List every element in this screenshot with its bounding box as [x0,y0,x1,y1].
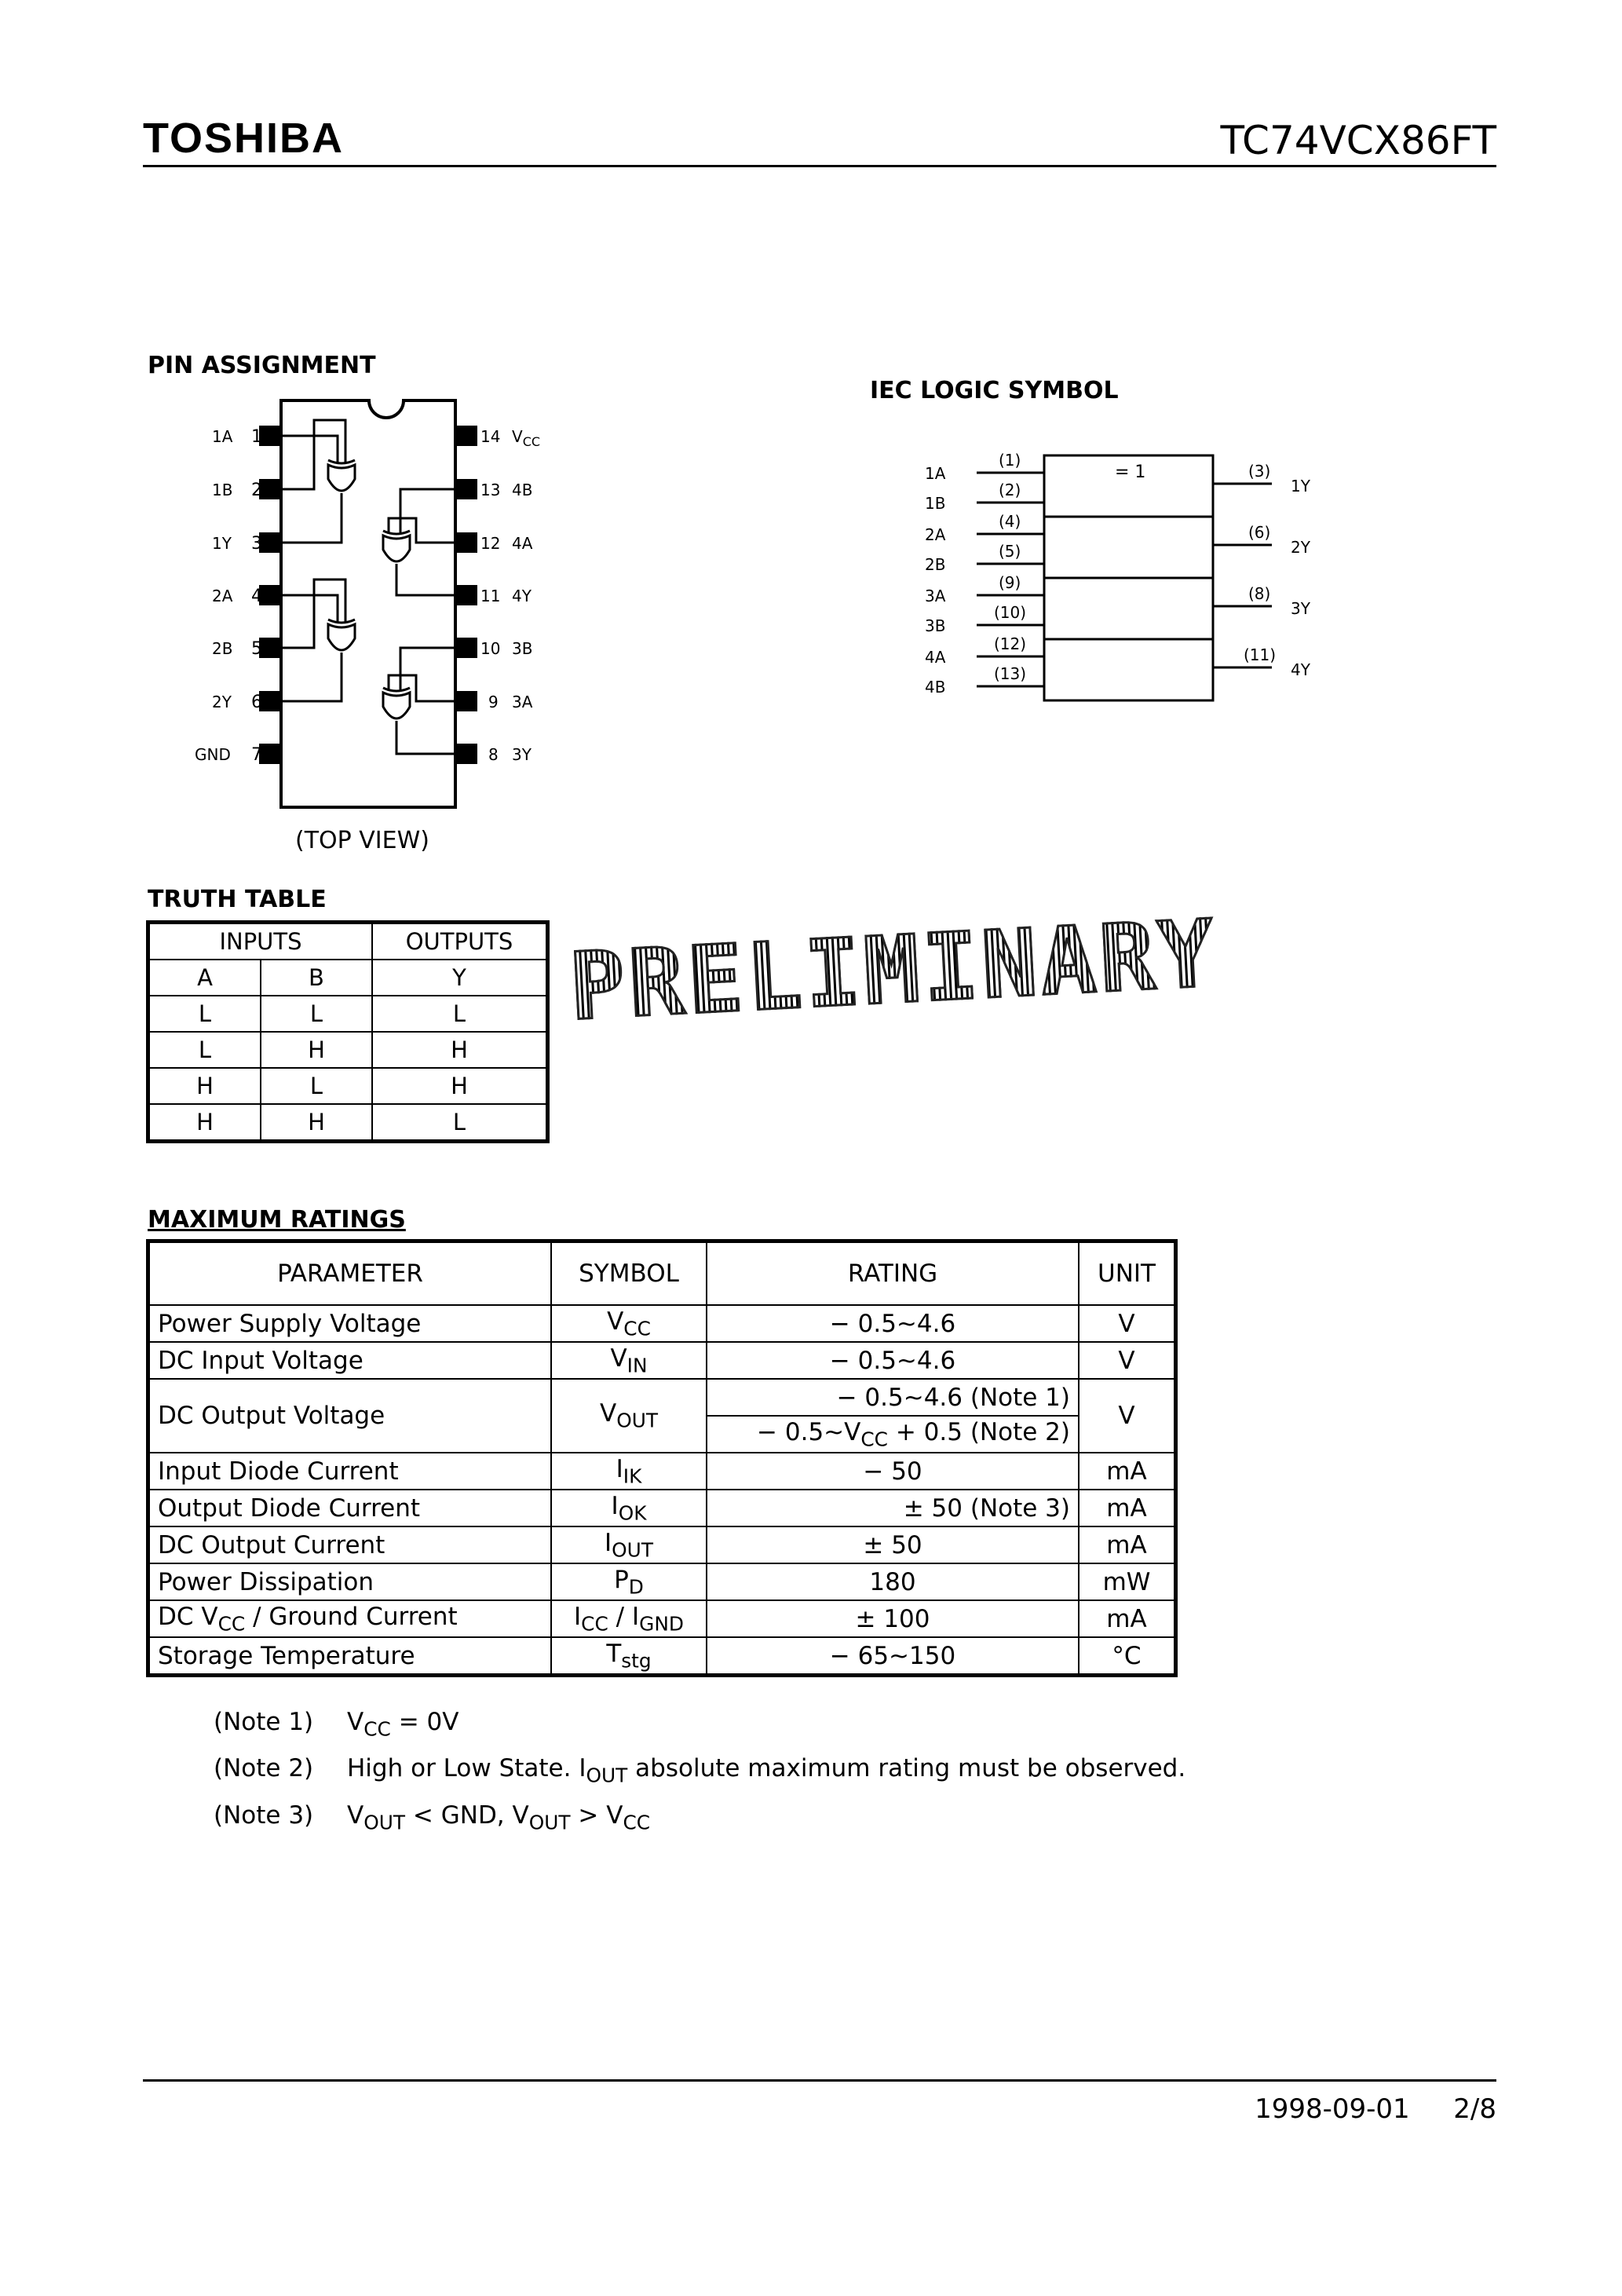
pin-label-vcc: $V_{CC}$ [512,427,541,449]
pin-num-9: 9 [488,693,499,711]
col-rating: RATING [707,1241,1079,1306]
max-ratings-title: MAXIMUM RATINGS [148,1206,406,1234]
internal-xor-gates [281,420,455,754]
truth-table [146,920,550,1143]
iec-pin-5: (5) [999,542,1021,561]
pin-label-gnd: GND [195,745,231,764]
iec-pin-4: (4) [999,512,1021,531]
note-3: (Note 3) $V_{OUT}$ < GND, $V_{OUT} > V_{CC}$ [214,1801,651,1834]
header-rule [143,165,1496,167]
pin-label-3b: 3B [512,639,533,658]
pin-num-14: 14 [480,427,501,446]
pin-num-10: 10 [480,639,501,658]
iec-pin-2: (2) [999,481,1021,499]
brand-logo: TOSHIBA [143,115,345,162]
pin-label-2b: 2B [212,639,233,658]
table-row: DC $V_{CC}$ / Ground Current $I_{CC} / I_{GND}$ ± 100 mA [148,1600,1176,1637]
table-row: H H L [148,1104,548,1142]
pin-assignment-title: PIN ASSIGNMENT [148,352,376,379]
pin-assignment-diagram [181,393,620,864]
iec-symbol-title: IEC LOGIC SYMBOL [870,377,1119,404]
iec-input-2a: 2A [925,525,946,544]
table-row: Storage Temperature $T_{stg}$ − 65~150 °C [148,1637,1176,1676]
right-pin-stubs [455,426,477,764]
left-pin-stubs [259,426,281,764]
pin-num-3: 3 [251,534,262,554]
truth-table-title: TRUTH TABLE [148,886,327,913]
part-number: TC74VCX86FT [1220,118,1496,163]
pin-num-13: 13 [480,481,501,499]
note-2: (Note 2) High or Low State. $I_{OUT}$ absolute maximum rating must be observed. [214,1754,1186,1787]
note-1: (Note 1) $V_{CC} = 0V$ [214,1708,459,1741]
iec-output-4y: 4Y [1291,660,1310,679]
pin-num-7: 7 [251,745,262,765]
iec-input-1a: 1A [925,464,946,483]
table-row: Power Supply Voltage $V_{CC}$ − 0.5~4.6 V [148,1305,1176,1342]
iec-output-2y: 2Y [1291,538,1310,557]
footer-rule [143,2079,1496,2082]
truth-col-a: A [148,960,261,996]
package-outline [281,400,455,807]
pin-label-2a: 2A [212,587,233,605]
iec-input-1b: 1B [925,494,946,513]
iec-input-3a: 3A [925,587,946,605]
truth-outputs-header: OUTPUTS [372,923,548,960]
pin-num-6: 6 [251,693,262,712]
iec-pin-8: (8) [1248,584,1271,603]
pin-label-4a: 4A [512,534,533,553]
iec-output-1y: 1Y [1291,477,1310,495]
col-parameter: PARAMETER [148,1241,552,1306]
pin-label-2y: 2Y [212,693,232,711]
max-ratings-table [146,1239,1178,1677]
pin-num-1: 1 [251,427,262,447]
pin-num-2: 2 [251,481,262,500]
iec-logic-symbol [903,440,1343,707]
table-row: − $0.5\sim V_{CC} + 0.5$ (Note 2) [148,1416,1176,1453]
table-row: DC Input Voltage $V_{IN}$ − 0.5~4.6 V [148,1342,1176,1379]
pin-label-4y: 4Y [512,587,532,605]
notes [214,1702,1185,1842]
pin-num-12: 12 [480,534,501,553]
iec-lines [977,473,1272,686]
iec-function-label: = 1 [1115,462,1146,482]
table-row: L L L [148,996,548,1032]
iec-pin-1: (1) [999,451,1021,470]
truth-col-b: B [261,960,372,996]
preliminary-watermark: PRELIMINARY [567,898,1220,1041]
pin-num-4: 4 [251,587,262,606]
truth-inputs-header: INPUTS [148,923,373,960]
iec-pin-12: (12) [994,634,1027,653]
iec-input-4a: 4A [925,648,946,667]
pin-num-8: 8 [488,745,499,764]
col-unit: UNIT [1079,1241,1176,1306]
table-row: Power Dissipation $P_D$ 180 mW [148,1563,1176,1600]
iec-input-3b: 3B [925,616,946,635]
pin-num-11: 11 [480,587,501,605]
pin-label-1y: 1Y [212,534,232,553]
table-row: H L H [148,1068,548,1104]
iec-pin-3: (3) [1248,462,1271,481]
iec-pin-10: (10) [994,603,1027,622]
table-row: DC Output Current $I_{OUT}$ ± 50 mA [148,1526,1176,1563]
iec-boxes [1044,455,1213,700]
footer-date: 1998-09-01 [1255,2093,1410,2125]
iec-pin-11: (11) [1244,645,1277,664]
pin-label-3a: 3A [512,693,533,711]
table-row: Input Diode Current $I_{IK}$ − 50 mA [148,1453,1176,1490]
iec-output-3y: 3Y [1291,599,1310,618]
iec-pin-6: (6) [1248,523,1271,542]
table-row: DC Output Voltage $V_{OUT}$ − 0.5~4.6 (Note 1) V [148,1379,1176,1416]
pin-label-4b: 4B [512,481,533,499]
table-row: L H H [148,1032,548,1068]
iec-input-2b: 2B [925,555,946,574]
pin-label-3y: 3Y [512,745,532,764]
pin-label-1b: 1B [212,481,233,499]
iec-pin-13: (13) [994,664,1027,683]
iec-pin-9: (9) [999,573,1021,592]
pin-num-5: 5 [251,639,262,659]
footer-page: 2/8 [1453,2093,1496,2125]
truth-col-y: Y [372,960,548,996]
table-row: Output Diode Current $I_{OK}$ ± 50 (Note 3) mA [148,1490,1176,1526]
iec-input-4b: 4B [925,678,946,696]
top-view-caption: (TOP VIEW) [295,827,429,854]
footer [1255,2093,1496,2125]
pin-label-1a: 1A [212,427,233,446]
col-symbol: SYMBOL [551,1241,707,1306]
